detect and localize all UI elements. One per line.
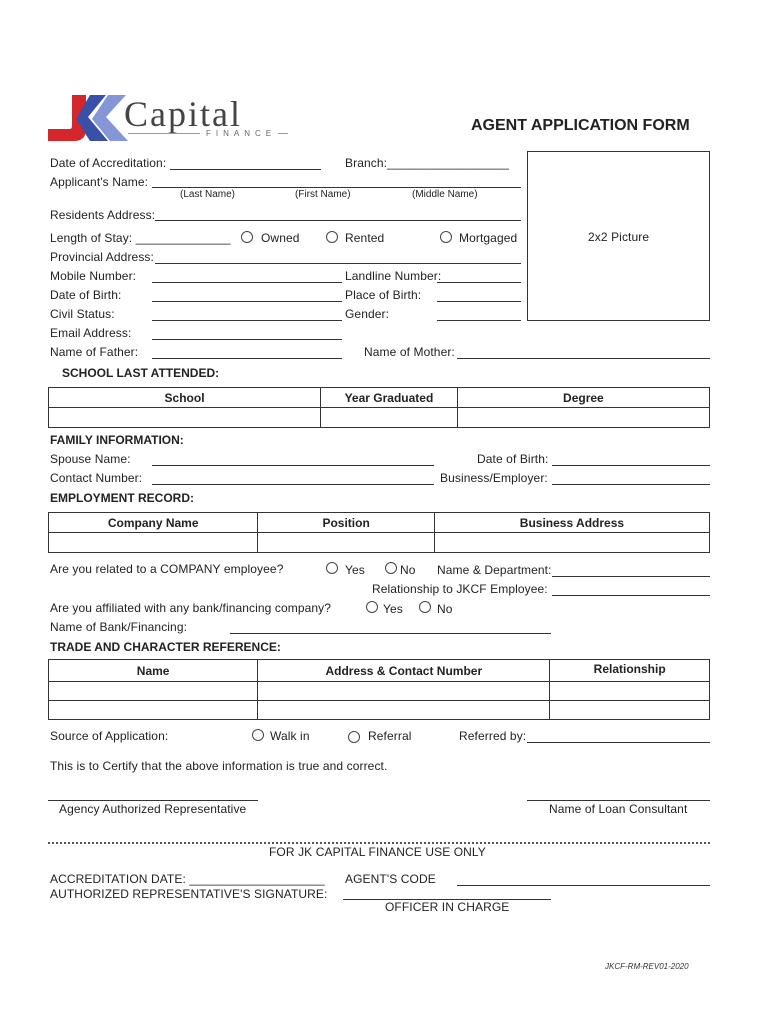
first-name-hint: (First Name)	[295, 189, 351, 200]
auth-rep-signature-label: AUTHORIZED REPRESENTATIVE'S SIGNATURE:	[50, 887, 328, 901]
mortgaged-label: Mortgaged	[459, 231, 518, 245]
related-yes-label: Yes	[345, 563, 365, 577]
officer-in-charge-label: OFFICER IN CHARGE	[385, 900, 510, 914]
spouse-name-label: Spouse Name:	[50, 452, 131, 466]
emp-col-address: Business Address	[434, 513, 709, 533]
date-of-birth-field[interactable]	[152, 301, 342, 302]
related-yes-radio[interactable]	[326, 562, 338, 574]
name-of-mother-field[interactable]	[457, 358, 710, 359]
name-of-mother-label: Name of Mother:	[364, 345, 455, 359]
name-of-bank-label: Name of Bank/Financing:	[50, 620, 188, 634]
family-heading: FAMILY INFORMATION:	[50, 433, 184, 447]
employment-heading: EMPLOYMENT RECORD:	[50, 491, 194, 505]
jk-logo-icon	[46, 93, 136, 145]
rented-label: Rented	[345, 231, 385, 245]
referred-by-field[interactable]	[527, 742, 710, 743]
business-employer-label: Business/Employer:	[440, 471, 548, 485]
affiliated-no-radio[interactable]	[419, 601, 431, 613]
degree-cell-input[interactable]	[457, 408, 709, 428]
related-no-label: No	[400, 563, 416, 577]
emp-col-company: Company Name	[49, 513, 258, 533]
spouse-dob-field[interactable]	[552, 465, 710, 466]
affiliated-yes-label: Yes	[383, 602, 403, 616]
mobile-number-label: Mobile Number:	[50, 269, 137, 283]
relationship-jkcf-label: Relationship to JKCF Employee:	[372, 582, 548, 596]
provincial-address-field[interactable]	[155, 263, 521, 264]
year-cell-input[interactable]	[321, 408, 458, 428]
ref-name-input-1[interactable]	[49, 682, 258, 701]
landline-number-field[interactable]	[437, 282, 521, 283]
last-name-hint: (Last Name)	[180, 189, 236, 200]
date-of-birth-label: Date of Birth:	[50, 288, 122, 302]
ref-relationship-input-1[interactable]	[550, 682, 710, 701]
logo-finance-text: FINANCE	[206, 129, 277, 138]
related-question: Are you related to a COMPANY employee?	[50, 562, 284, 576]
gender-label: Gender:	[345, 307, 390, 321]
applicants-name-field[interactable]	[152, 187, 521, 188]
name-department-label: Name & Department:	[437, 563, 552, 577]
date-of-accreditation-field[interactable]	[170, 169, 321, 170]
office-use-divider	[48, 842, 710, 844]
contact-number-field[interactable]	[152, 484, 434, 485]
reference-table	[48, 659, 710, 720]
length-of-stay-label: Length of Stay: ______________	[50, 231, 231, 245]
contact-number-label: Contact Number:	[50, 471, 143, 485]
place-of-birth-label: Place of Birth:	[345, 288, 422, 302]
email-address-field[interactable]	[152, 339, 342, 340]
photo-box-label: 2x2 Picture	[588, 230, 650, 244]
agents-code-field[interactable]	[457, 885, 710, 886]
owned-radio[interactable]	[241, 231, 253, 243]
emp-col-position: Position	[258, 513, 434, 533]
landline-number-label: Landline Number:	[345, 269, 442, 283]
ref-name-input-2[interactable]	[49, 701, 258, 720]
ref-col-relationship: Relationship	[550, 660, 710, 682]
mortgaged-radio[interactable]	[440, 231, 452, 243]
agency-rep-label: Agency Authorized Representative	[59, 802, 247, 816]
reference-heading: TRADE AND CHARACTER REFERENCE:	[50, 640, 281, 654]
referral-radio[interactable]	[348, 731, 360, 743]
applicants-name-label: Applicant's Name:	[50, 175, 149, 189]
source-label: Source of Application:	[50, 729, 169, 743]
ref-address-input-2[interactable]	[258, 701, 550, 720]
agency-rep-signature-line[interactable]	[48, 800, 258, 801]
email-address-label: Email Address:	[50, 326, 132, 340]
name-of-father-field[interactable]	[152, 358, 342, 359]
name-department-field[interactable]	[552, 576, 710, 577]
school-col-school: School	[49, 388, 321, 408]
place-of-birth-field[interactable]	[437, 301, 521, 302]
affiliated-yes-radio[interactable]	[366, 601, 378, 613]
provincial-address-label: Provincial Address:	[50, 250, 154, 264]
rented-radio[interactable]	[326, 231, 338, 243]
position-cell-input[interactable]	[258, 533, 434, 553]
name-of-father-label: Name of Father:	[50, 345, 139, 359]
office-use-heading: FOR JK CAPITAL FINANCE USE ONLY	[269, 845, 486, 859]
related-no-radio[interactable]	[385, 562, 397, 574]
school-col-degree: Degree	[457, 388, 709, 408]
loan-consultant-signature-line[interactable]	[527, 800, 710, 801]
ref-col-name: Name	[49, 660, 258, 682]
ref-address-input-1[interactable]	[258, 682, 550, 701]
civil-status-label: Civil Status:	[50, 307, 115, 321]
spouse-dob-label: Date of Birth:	[477, 452, 549, 466]
school-table	[48, 387, 710, 428]
middle-name-hint: (Middle Name)	[412, 189, 478, 200]
relationship-jkcf-field[interactable]	[552, 595, 710, 596]
residents-address-field[interactable]	[155, 220, 521, 221]
affiliated-question: Are you affiliated with any bank/financing company?	[50, 601, 332, 615]
referral-label: Referral	[368, 729, 412, 743]
logo-capital-text: Capital	[124, 94, 242, 134]
company-cell-input[interactable]	[49, 533, 258, 553]
address-cell-input[interactable]	[434, 533, 709, 553]
walk-in-label: Walk in	[270, 729, 310, 743]
branch-label: Branch:__________________	[345, 156, 509, 170]
school-cell-input[interactable]	[49, 408, 321, 428]
form-code: JKCF-RM-REV01-2020	[605, 962, 689, 971]
mobile-number-field[interactable]	[152, 282, 342, 283]
owned-label: Owned	[261, 231, 300, 245]
school-col-year: Year Graduated	[321, 388, 458, 408]
accreditation-date-label: ACCREDITATION DATE: ____________________	[50, 872, 325, 886]
school-heading: SCHOOL LAST ATTENDED:	[62, 366, 220, 380]
loan-consultant-label: Name of Loan Consultant	[549, 802, 688, 816]
business-employer-field[interactable]	[552, 484, 710, 485]
ref-relationship-input-2[interactable]	[550, 701, 710, 720]
affiliated-no-label: No	[437, 602, 453, 616]
name-of-bank-field[interactable]	[230, 633, 551, 634]
employment-table	[48, 512, 710, 553]
certify-statement: This is to Certify that the above information is true and correct.	[50, 759, 388, 773]
company-logo	[46, 93, 286, 145]
gender-field[interactable]	[437, 320, 521, 321]
civil-status-field[interactable]	[152, 320, 342, 321]
referred-by-label: Referred by:	[459, 729, 527, 743]
residents-address-label: Residents Address:	[50, 208, 156, 222]
date-of-accreditation-label: Date of Accreditation:	[50, 156, 167, 170]
walk-in-radio[interactable]	[252, 729, 264, 741]
ref-col-address: Address & Contact Number	[258, 660, 550, 682]
spouse-name-field[interactable]	[152, 465, 434, 466]
form-title: AGENT APPLICATION FORM	[471, 117, 690, 134]
agents-code-label: AGENT'S CODE	[345, 872, 436, 886]
